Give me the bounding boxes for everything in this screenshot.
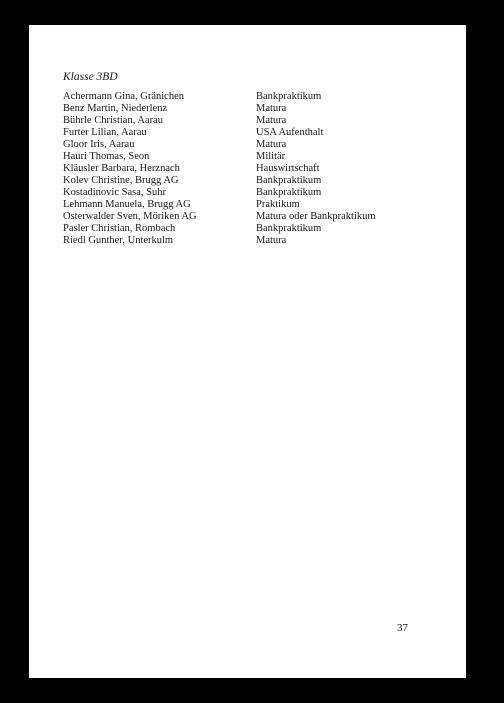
- student-name: Hauri Thomas, Seon: [63, 151, 150, 162]
- student-row: [63, 151, 453, 163]
- student-row: [63, 163, 453, 175]
- student-list: [63, 91, 453, 247]
- student-plan: Bankpraktikum: [256, 91, 322, 102]
- student-row: [63, 211, 453, 223]
- student-row: [63, 115, 453, 127]
- student-name: Gloor Iris, Aarau: [63, 139, 135, 150]
- student-plan: Bankpraktikum: [256, 187, 322, 198]
- student-plan: Hauswirtschaft: [256, 163, 320, 174]
- student-name: Achermann Gina, Gränichen: [63, 91, 184, 102]
- student-name: Furter Lilian, Aarau: [63, 127, 147, 138]
- student-plan: Bankpraktikum: [256, 223, 322, 234]
- student-plan: USA Aufenthalt: [256, 127, 324, 138]
- student-row: [63, 139, 453, 151]
- document-page: [29, 25, 466, 678]
- student-name: Benz Martin, Niederlenz: [63, 103, 168, 114]
- page-number: 37: [397, 622, 408, 634]
- student-row: [63, 235, 453, 247]
- class-heading: Klasse 3BD: [63, 71, 118, 83]
- student-name: Kläusler Barbara, Herznach: [63, 163, 180, 174]
- student-row: [63, 223, 453, 235]
- student-row: [63, 175, 453, 187]
- student-row: [63, 199, 453, 211]
- student-row: [63, 187, 453, 199]
- student-plan: Matura: [256, 115, 287, 126]
- student-row: [63, 127, 453, 139]
- student-row: [63, 91, 453, 103]
- student-name: Kolev Christine, Brugg AG: [63, 175, 179, 186]
- student-name: Pasler Christian, Rombach: [63, 223, 176, 234]
- student-plan: Praktikum: [256, 199, 300, 210]
- student-plan: Militär: [256, 151, 286, 162]
- student-plan: Bankpraktikum: [256, 175, 322, 186]
- student-name: Lehmann Manuela, Brugg AG: [63, 199, 191, 210]
- student-name: Riedl Gunther, Unterkulm: [63, 235, 174, 246]
- student-row: [63, 103, 453, 115]
- student-plan: Matura oder Bankpraktikum: [256, 211, 376, 222]
- student-plan: Matura: [256, 235, 287, 246]
- student-name: Kostadinovic Sasa, Suhr: [63, 187, 166, 198]
- student-plan: Matura: [256, 103, 287, 114]
- student-name: Bührle Christian, Aarau: [63, 115, 164, 126]
- student-plan: Matura: [256, 139, 287, 150]
- student-name: Osterwalder Sven, Möriken AG: [63, 211, 197, 222]
